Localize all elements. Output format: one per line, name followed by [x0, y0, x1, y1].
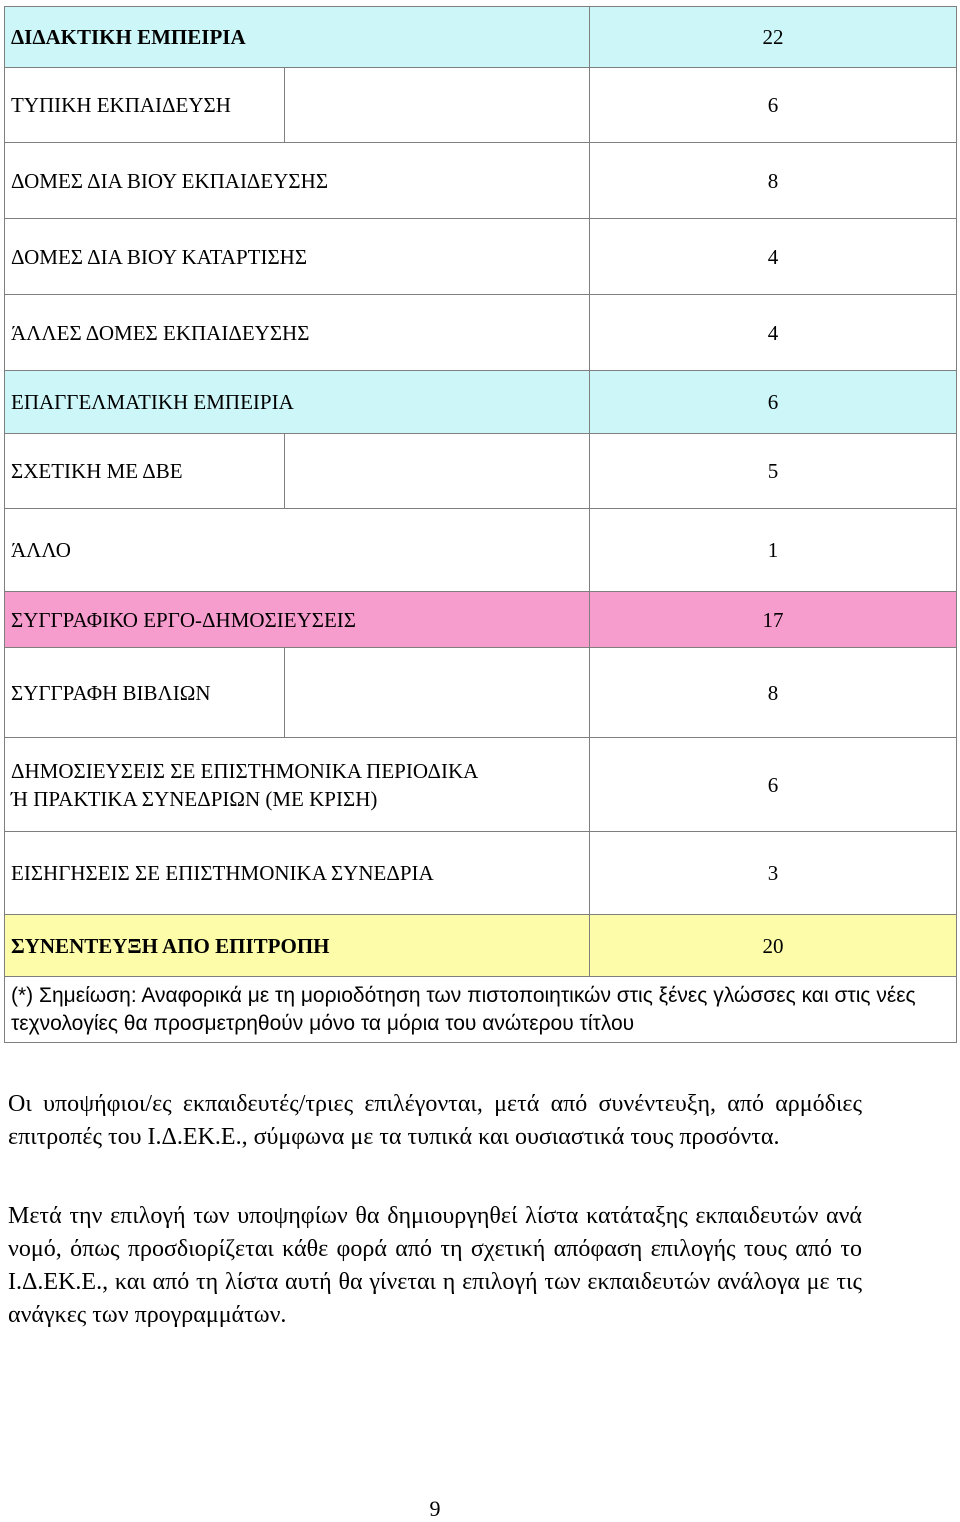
table-row: [5, 7, 957, 68]
criterion-value: 8: [590, 648, 957, 738]
criterion-label: ΔΟΜΕΣ ΔΙΑ ΒΙΟΥ ΕΚΠΑΙΔΕΥΣΗΣ: [5, 143, 590, 219]
criterion-label: ΣΥΓΓΡΑΦΗ ΒΙΒΛΙΩΝ: [5, 648, 285, 738]
criterion-label: ΆΛΛΕΣ ΔΟΜΕΣ ΕΚΠΑΙΔΕΥΣΗΣ: [5, 295, 590, 371]
criterion-label: ΣΥΓΓΡΑΦΙΚΟ ΕΡΓΟ-ΔΗΜΟΣΙΕΥΣΕΙΣ: [5, 592, 590, 648]
criterion-value: 3: [590, 832, 957, 915]
empty-cell: [285, 648, 590, 738]
paragraph-ranking: Μετά την επιλογή των υποψηφίων θα δημιουργηθεί λίστα κατάταξης εκπαιδευτών ανά νομό, όπως προσδιορίζεται κάθε φορά από τη σχετική απόφαση επιλογής τους από το Ι.Δ.ΕΚ.Ε., και από τη λίστα αυτή θα γίνεται η επιλογή των εκπαιδευτών ανάλογα με τις ανάγκες των προγραμμάτων.: [8, 1203, 862, 1328]
criterion-value: 17: [590, 592, 957, 648]
empty-cell: [285, 434, 590, 509]
table-row: [5, 371, 957, 434]
table-row: [5, 143, 957, 219]
criterion-value: 5: [590, 434, 957, 509]
criterion-label: ΆΛΛΟ: [5, 509, 590, 592]
criterion-label: ΕΠΑΓΓΕΛΜΑΤΙΚΗ ΕΜΠΕΙΡΙΑ: [5, 371, 590, 434]
criterion-value: 6: [590, 68, 957, 143]
criterion-label: ΔΟΜΕΣ ΔΙΑ ΒΙΟΥ ΚΑΤΑΡΤΙΣΗΣ: [5, 219, 590, 295]
table-row: [5, 509, 957, 592]
criterion-value: 20: [590, 915, 957, 977]
criterion-value: 6: [590, 738, 957, 832]
page-number: 9: [429, 1496, 441, 1521]
criterion-value: 22: [590, 7, 957, 68]
criteria-table: [4, 6, 957, 1043]
table-row: [5, 915, 957, 977]
table-row: [5, 219, 957, 295]
table-row: [5, 295, 957, 371]
table-row: [5, 592, 957, 648]
criterion-value: 4: [590, 295, 957, 371]
empty-cell: [285, 68, 590, 143]
table-row: [5, 68, 957, 143]
criterion-label: ΣΥΝΕΝΤΕΥΞΗ ΑΠΟ ΕΠΙΤΡΟΠΗ: [5, 915, 590, 977]
criterion-value: 4: [590, 219, 957, 295]
criterion-value: 6: [590, 371, 957, 434]
criterion-value: 8: [590, 143, 957, 219]
label-line: Ή ΠΡΑΚΤΙΚΑ ΣΥΝΕΔΡΙΩΝ (ΜΕ ΚΡΙΣΗ): [11, 786, 378, 811]
criterion-label: ΕΙΣΗΓΗΣΕΙΣ ΣΕ ΕΠΙΣΤΗΜΟΝΙΚΑ ΣΥΝΕΔΡΙΑ: [5, 832, 590, 915]
table-row: [5, 977, 957, 1043]
criterion-label: ΤΥΠΙΚΗ ΕΚΠΑΙΔΕΥΣΗ: [5, 68, 285, 143]
paragraph-selection: Οι υποψήφιοι/ες εκπαιδευτές/τριες επιλέγονται, μετά από συνέντευξη, από αρμόδιες επιτροπές του Ι.Δ.ΕΚ.Ε., σύμφωνα με τα τυπικά και ουσιαστικά τους προσόντα.: [8, 1091, 862, 1150]
criterion-label: ΣΧΕΤΙΚΗ ΜΕ ΔΒΕ: [5, 434, 285, 509]
table-row: [5, 832, 957, 915]
criterion-label: ΔΙΔΑΚΤΙΚΗ ΕΜΠΕΙΡΙΑ: [5, 7, 590, 68]
table-row: [5, 738, 957, 832]
table-note: (*) Σημείωση: Αναφορικά με τη μοριοδότηση των πιστοποιητικών στις ξένες γλώσσες και στις νέες τεχνολογίες θα προσμετρηθούν μόνο τα μόρια του ανώτερου τίτλου: [5, 977, 957, 1043]
criterion-label: [5, 738, 590, 832]
criterion-value: 1: [590, 509, 957, 592]
table-row: [5, 434, 957, 509]
label-line: ΔΗΜΟΣΙΕΥΣΕΙΣ ΣΕ ΕΠΙΣΤΗΜΟΝΙΚΑ ΠΕΡΙΟΔΙΚΑ: [11, 758, 479, 783]
table-row: [5, 648, 957, 738]
